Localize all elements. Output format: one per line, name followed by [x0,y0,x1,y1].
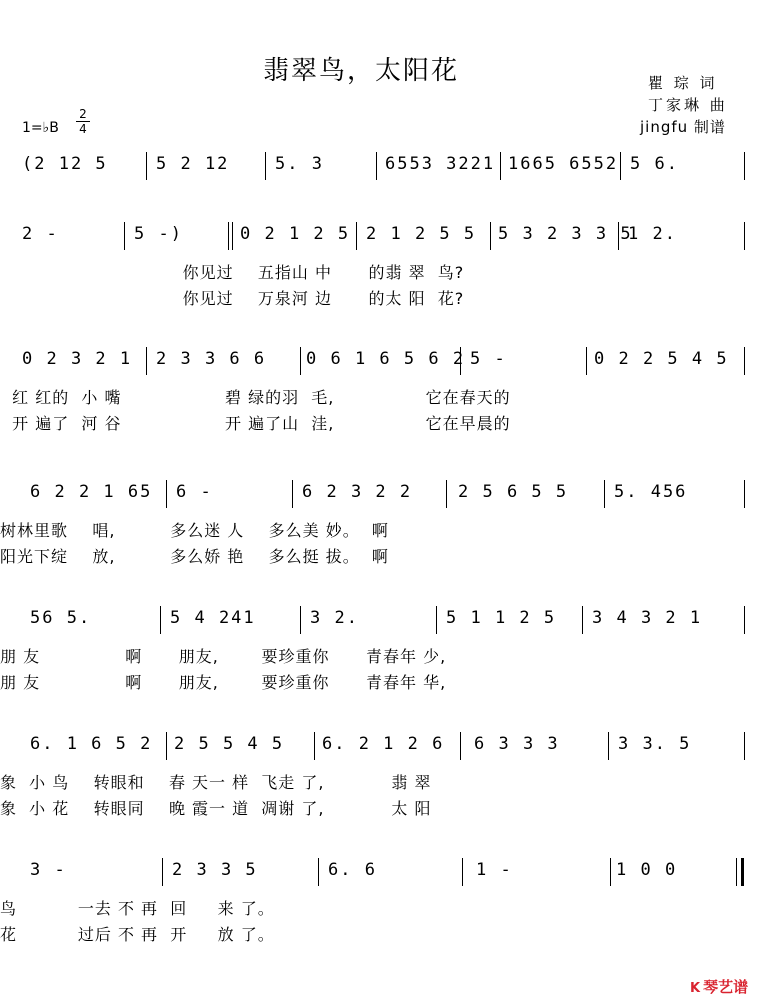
watermark-icon: K [690,981,701,996]
lyric-verse-2: 花 过后 不 再 开 放 了。 [0,925,275,944]
barline [166,480,167,508]
barline [265,152,266,180]
time-signature-top: 2 [79,107,87,121]
barline [582,606,583,634]
barline [314,732,315,760]
lyric-verse-2: 你见过 万泉河 边 的太 阳 花? [0,289,465,308]
barline [620,152,621,180]
score-line-2 [0,220,766,310]
measure: 1 - [476,860,513,880]
measure: 5 1 1 2 5 [446,608,557,628]
measure: 5. 3 [275,154,324,174]
lyric-verse-1: 你见过 五指山 中 的翡 翠 鸟? [0,263,465,282]
score-line-5 [0,604,766,704]
barline [462,858,463,886]
score-line-4 [0,478,766,578]
measure: 0 2 1 2 5 [240,224,351,244]
final-barline-thin [736,858,737,886]
measure: 5. 456 [614,482,688,502]
barline [460,347,461,375]
measure: 6 - [176,482,213,502]
barline [608,732,609,760]
measure: 2 5 5 4 5 [174,734,285,754]
measure: 2 3 3 5 [172,860,258,880]
watermark-brand: 琴艺谱 [703,978,749,996]
barline [356,222,357,250]
measure: 0 6 1 6 5 6 2 [306,349,466,369]
barline [618,222,619,250]
measure: 0 2 3 2 1 [22,349,133,369]
lyric-verse-1: 象 小 鸟 转眼和 春 天一 样 飞走 了, 翡 翠 [0,773,432,792]
engraver-credit: jingfu 制谱 [640,118,726,136]
lyric-verse-2: 象 小 花 转眼同 晚 霞一 道 凋谢 了, 太 阳 [0,799,432,818]
score-line-6 [0,730,766,830]
page-title: 翡翠鸟，太阳花 [263,56,460,86]
barline [146,152,147,180]
measure: 5 4 241 [170,608,256,628]
measure: 2 5 6 5 5 [458,482,569,502]
measure: 5 - [470,349,507,369]
measure: 2 - [22,224,59,244]
lyric-verse-1: 鸟 一去 不 再 回 来 了。 [0,899,275,918]
measure: 6553 3221 [385,154,496,174]
barline [744,152,745,180]
measure: 5 6. [630,154,679,174]
lyric-verse-2: 朋 友 啊 朋友, 要珍重你 青春年 华, [0,673,447,692]
barline [490,222,491,250]
barline [586,347,587,375]
barline [124,222,125,250]
measure: 5 3 2 3 3 5 [498,224,633,244]
lyric-verse-1: 朋 友 啊 朋友, 要珍重你 青春年 少, [0,647,447,666]
barline [162,858,163,886]
measure: 2 3 3 6 6 [156,349,267,369]
barline [604,480,605,508]
key-signature: 1=♭B [22,120,59,136]
measure: 6 2 3 2 2 [302,482,413,502]
barline [166,732,167,760]
composer-credit: 丁家琳 曲 [648,96,728,114]
barline [160,606,161,634]
barline [610,858,611,886]
lyricist-credit: 瞿 琮 词 [648,74,718,92]
lyric-verse-1: 树林里歌 唱, 多么迷 人 多么美 妙。 啊 [0,521,389,540]
barline [300,606,301,634]
lyric-verse-2: 开 遍了 河 谷 开 遍了山 洼, 它在早晨的 [0,414,511,433]
measure: 0 2 2 5 4 5 [594,349,729,369]
final-barline-thick [741,858,744,886]
measure: 3 - [30,860,67,880]
measure: 6 2 2 1 65 [30,482,153,502]
barline [500,152,501,180]
measure: 5 2 12 [156,154,230,174]
time-signature [76,108,90,135]
barline [228,222,229,250]
measure: 6 3 3 3 [474,734,560,754]
measure: 6. 6 [328,860,377,880]
barline [232,222,233,250]
barline [292,480,293,508]
measure: 2 1 2 5 5 [366,224,477,244]
measure: 3 3. 5 [618,734,692,754]
lyric-verse-1: 红 红的 小 嘴 碧 绿的羽 毛, 它在春天的 [0,388,511,407]
measure: 1665 6552 [508,154,619,174]
measure: 1 0 0 [616,860,678,880]
score-line-1 [0,150,766,200]
score-line-3 [0,345,766,445]
barline [300,347,301,375]
watermark-logo [690,976,748,997]
barline [744,222,745,250]
barline [436,606,437,634]
barline [146,347,147,375]
measure: 3 4 3 2 1 [592,608,703,628]
measure: 3 2. [310,608,359,628]
barline [744,347,745,375]
barline [460,732,461,760]
barline [318,858,319,886]
barline [744,480,745,508]
barline [376,152,377,180]
score-line-7 [0,856,766,956]
measure: 56 5. [30,608,92,628]
barline [446,480,447,508]
lyric-verse-2: 阳光下绽 放, 多么娇 艳 多么挺 拔。 啊 [0,547,389,566]
measure: (2 12 5 [22,154,108,174]
barline [744,732,745,760]
time-signature-bottom: 4 [79,122,87,136]
measure: 6. 1 6 5 2 [30,734,153,754]
measure: 6. 2 1 2 6 [322,734,445,754]
measure: 5 -) [134,224,183,244]
measure: 1 2. [628,224,677,244]
barline [744,606,745,634]
